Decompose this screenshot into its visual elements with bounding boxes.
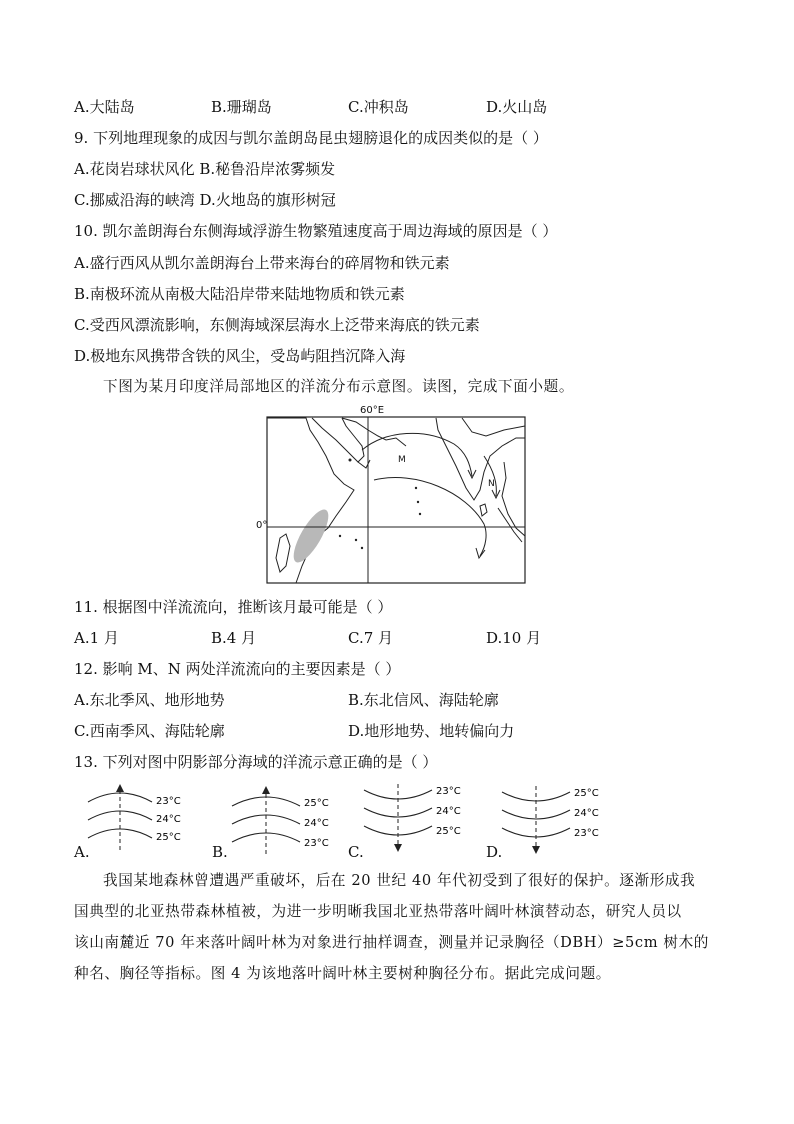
isotherm-label: 24°C bbox=[436, 806, 461, 817]
isotherm-label: 25°C bbox=[156, 832, 181, 843]
isotherm-label: 23°C bbox=[156, 796, 181, 807]
q9-options-row2: C.挪威沿海的峡湾 D.火地岛的旗形树冠 bbox=[74, 191, 336, 209]
q13-label-c: C. bbox=[348, 843, 364, 861]
isotherm-label: 25°C bbox=[574, 788, 599, 799]
q13-label-a: A. bbox=[74, 843, 90, 861]
isotherm-label: 23°C bbox=[574, 828, 599, 839]
q8-option-c: C.冲积岛 bbox=[348, 98, 409, 116]
q10-option-c: C.受西风漂流影响，东侧海域深层海水上泛带来海底的铁元素 bbox=[74, 316, 480, 334]
q9-options-row1: A.花岗岩球状风化 B.秘鲁沿岸浓雾频发 bbox=[74, 160, 336, 178]
isotherm-label: 25°C bbox=[436, 826, 461, 837]
passage-line-4: 种名、胸径等指标。图 4 为该地落叶阔叶林主要树种胸径分布。据此完成问题。 bbox=[74, 965, 611, 982]
q13-diagram-c bbox=[348, 780, 478, 860]
q10-option-d: D.极地东风携带含铁的风尘，受岛屿阻挡沉降入海 bbox=[74, 347, 406, 365]
isotherm-label: 25°C bbox=[304, 798, 329, 809]
q11-option-a: A.1 月 bbox=[74, 629, 119, 647]
q8-option-a: A.大陆岛 bbox=[74, 98, 135, 116]
q13-label-d: D. bbox=[486, 843, 503, 861]
q11-stem: 11. 根据图中洋流流向，推断该月最可能是（ ） bbox=[74, 598, 393, 616]
q11-option-d: D.10 月 bbox=[486, 629, 542, 647]
q13-diagram-b bbox=[212, 782, 342, 862]
map-intro: 下图为某月印度洋局部地区的洋流分布示意图。读图，完成下面小题。 bbox=[103, 378, 575, 395]
q8-option-b: B.珊瑚岛 bbox=[211, 98, 272, 116]
q13-label-b: B. bbox=[212, 843, 228, 861]
isotherm-label: 24°C bbox=[304, 818, 329, 829]
meridian-label bbox=[360, 416, 382, 417]
q13-diagram-d bbox=[486, 782, 616, 862]
q8-option-d: D.火山岛 bbox=[486, 98, 548, 116]
indian-ocean-current-map bbox=[266, 416, 526, 584]
q12-option-b: B.东北信风、海陆轮廓 bbox=[348, 691, 499, 709]
q11-option-c: C.7 月 bbox=[348, 629, 394, 647]
q13-diagram-a bbox=[74, 780, 204, 860]
passage-line-1: 我国某地森林曾遭遇严重破坏，后在 20 世纪 40 年代初受到了很好的保护。逐渐形成我 bbox=[103, 872, 696, 889]
isotherm-label: 24°C bbox=[574, 808, 599, 819]
isotherm-label: 23°C bbox=[436, 786, 461, 797]
q12-option-d: D.地形地势、地转偏向力 bbox=[348, 722, 515, 740]
q11-option-b: B.4 月 bbox=[211, 629, 257, 647]
q9-stem: 9. 下列地理现象的成因与凯尔盖朗岛昆虫翅膀退化的成因类似的是（ ） bbox=[74, 129, 548, 147]
q13-stem: 13. 下列对图中阴影部分海域的洋流示意正确的是（ ） bbox=[74, 753, 438, 771]
equator-label: 0° bbox=[256, 520, 268, 531]
passage-line-3: 该山南麓近 70 年来落叶阔叶林为对象进行抽样调查，测量并记录胸径（DBH）≥5cm 树木的 bbox=[74, 934, 709, 951]
q12-option-c: C.西南季风、海陆轮廓 bbox=[74, 722, 225, 740]
current-label-n: N bbox=[488, 479, 495, 489]
isotherm-label: 24°C bbox=[156, 814, 181, 825]
passage-line-2: 国典型的北亚热带森林植被，为进一步明晰我国北亚热带落叶阔叶林演替动态，研究人员以 bbox=[74, 903, 682, 920]
current-label-m: M bbox=[398, 455, 406, 465]
q12-stem: 12. 影响 M、N 两处洋流流向的主要因素是（ ） bbox=[74, 660, 401, 678]
isotherm-label: 23°C bbox=[304, 838, 329, 849]
q12-option-a: A.东北季风、地形地势 bbox=[74, 691, 225, 709]
q10-option-a: A.盛行西风从凯尔盖朗海台上带来海台的碎屑物和铁元素 bbox=[74, 254, 450, 272]
meridian-label-outer: 60°E bbox=[360, 405, 385, 416]
q10-option-b: B.南极环流从南极大陆沿岸带来陆地物质和铁元素 bbox=[74, 285, 405, 303]
q10-stem: 10. 凯尔盖朗海台东侧海域浮游生物繁殖速度高于周边海域的原因是（ ） bbox=[74, 222, 558, 240]
